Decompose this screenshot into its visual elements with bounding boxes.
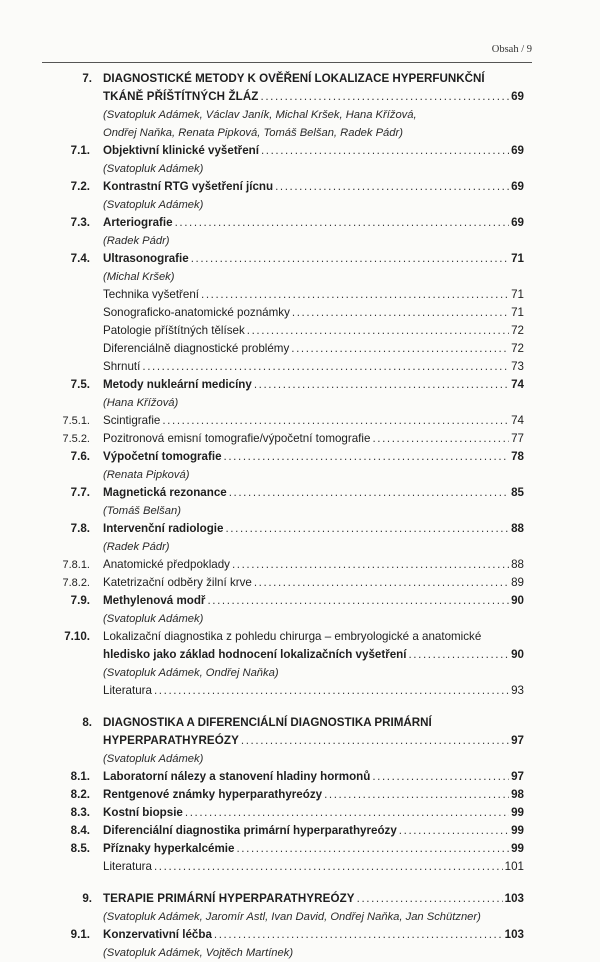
section-title: Literatura	[103, 860, 152, 873]
page-number: 103	[504, 928, 524, 941]
toc-entry	[0, 840, 600, 858]
dot-leader	[142, 358, 509, 376]
dot-leader	[225, 520, 509, 538]
section-number: 7.3.	[70, 216, 90, 229]
page-number: 69	[511, 216, 524, 229]
section-title: Shrnutí	[103, 360, 141, 373]
section-authors: (Svatopluk Adámek, Václav Janík, Michal Kršek, Hana Křížová,	[103, 109, 417, 121]
toc-entry	[0, 520, 600, 556]
section-title: Diferenciálně diagnostické problémy	[103, 342, 290, 355]
dot-leader	[154, 682, 509, 700]
page-number: 89	[511, 576, 524, 589]
toc-title-row	[103, 448, 524, 466]
section-number: 8.	[82, 716, 92, 729]
toc-entry	[0, 822, 600, 840]
page-number: 77	[511, 432, 524, 445]
section-title: Výpočetní tomografie	[103, 450, 222, 463]
toc-entry	[0, 70, 600, 142]
toc-entry	[0, 592, 600, 628]
dot-leader	[229, 484, 509, 502]
section-title: Konzervativní léčba	[103, 928, 212, 941]
section-title: HYPERPARATHYREÓZY	[103, 734, 239, 747]
section-number: 7.5.1.	[62, 415, 90, 427]
dot-leader	[261, 88, 510, 106]
dot-leader	[357, 890, 503, 908]
toc-entry	[0, 322, 600, 340]
page-number: 90	[511, 594, 524, 607]
section-number: 7.5.2.	[62, 433, 90, 445]
section-title: TERAPIE PRIMÁRNÍ HYPERPARATHYREÓZY	[103, 892, 355, 905]
toc-line	[0, 142, 600, 160]
section-title: Ultrasonografie	[103, 252, 189, 265]
toc-title-row	[103, 214, 524, 232]
dot-leader	[162, 412, 509, 430]
toc-line	[0, 520, 600, 538]
section-authors: (Svatopluk Adámek, Ondřej Naňka)	[103, 667, 279, 679]
toc-line	[0, 592, 600, 610]
toc-line	[0, 178, 600, 196]
section-authors: (Svatopluk Adámek)	[103, 199, 204, 211]
section-number: 7.9.	[70, 594, 90, 607]
dot-leader	[275, 178, 509, 196]
section-title: Sonograficko-anatomické poznámky	[103, 306, 290, 319]
toc-entry	[0, 484, 600, 520]
toc-entry	[0, 142, 600, 178]
page-number: 74	[511, 378, 524, 391]
section-number: 7.1.	[70, 144, 90, 157]
toc-entry	[0, 250, 600, 286]
toc-line	[0, 88, 600, 106]
toc-entry	[0, 926, 600, 962]
page-number: 99	[511, 842, 524, 855]
section-authors: (Svatopluk Adámek, Vojtěch Martínek)	[103, 947, 294, 959]
toc-line	[0, 250, 600, 268]
section-title: Kontrastní RTG vyšetření jícnu	[103, 180, 274, 193]
section-title: Laboratorní nálezy a stanovení hladiny hormonů	[103, 770, 371, 783]
toc-line	[0, 70, 600, 88]
dot-leader	[292, 304, 509, 322]
section-title: DIAGNOSTIKA A DIFERENCIÁLNÍ DIAGNOSTIKA PRIMÁRNÍ	[103, 716, 432, 729]
toc-line	[0, 890, 600, 908]
section-number: 7.4.	[70, 252, 90, 265]
page-number: 71	[511, 288, 524, 301]
section-authors: (Hana Křížová)	[103, 397, 179, 409]
page-number: 88	[511, 558, 524, 571]
toc-title-row	[103, 322, 524, 340]
toc-title-row	[103, 556, 524, 574]
toc-title-row	[103, 840, 524, 858]
dot-leader	[236, 840, 509, 858]
toc-title-row	[103, 786, 524, 804]
section-number: 8.5.	[70, 842, 90, 855]
section-authors: (Svatopluk Adámek)	[103, 163, 204, 175]
dot-leader	[247, 322, 509, 340]
section-number: 9.1.	[70, 928, 90, 941]
section-authors: (Tomáš Belšan)	[103, 505, 181, 517]
section-number: 7.7.	[70, 486, 90, 499]
section-gap	[0, 876, 600, 890]
dot-leader	[241, 732, 509, 750]
section-title: Magnetická rezonance	[103, 486, 227, 499]
dot-leader	[254, 574, 509, 592]
section-number: 7.	[82, 72, 92, 85]
dot-leader	[232, 556, 509, 574]
section-number: 7.5.	[70, 378, 90, 391]
toc-entry	[0, 376, 600, 412]
toc-title-row	[103, 286, 524, 304]
toc-line	[0, 556, 600, 574]
section-number: 9.	[82, 892, 92, 905]
page-number: 85	[511, 486, 524, 499]
section-title: Scintigrafie	[103, 414, 161, 427]
page-number: 90	[511, 648, 524, 661]
section-title: Kostní biopsie	[103, 806, 183, 819]
toc-entry	[0, 412, 600, 430]
toc-entry	[0, 682, 600, 700]
section-title: Objektivní klinické vyšetření	[103, 144, 259, 157]
toc-line	[0, 358, 600, 376]
toc-title-row	[103, 412, 524, 430]
page-number: 69	[511, 90, 524, 103]
toc-line	[0, 822, 600, 840]
toc-line	[0, 304, 600, 322]
toc-line	[0, 804, 600, 822]
section-authors: (Svatopluk Adámek)	[103, 753, 204, 765]
section-number: 7.6.	[70, 450, 90, 463]
toc-title-row	[103, 250, 524, 268]
toc-title-row	[103, 574, 524, 592]
section-authors: (Radek Pádr)	[103, 541, 170, 553]
dot-leader	[408, 646, 509, 664]
section-number: 7.8.1.	[62, 559, 90, 571]
toc-title-row	[103, 732, 524, 750]
toc-entry	[0, 804, 600, 822]
toc-entry	[0, 430, 600, 448]
page-number: 71	[511, 252, 524, 265]
toc-title-row	[103, 484, 524, 502]
page-number: 99	[511, 806, 524, 819]
page-number: 98	[511, 788, 524, 801]
toc-title-row	[103, 142, 524, 160]
dot-leader	[399, 822, 509, 840]
toc-line	[0, 412, 600, 430]
toc-entry	[0, 214, 600, 250]
dot-leader	[254, 376, 509, 394]
toc-title-row	[103, 768, 524, 786]
section-title: hledisko jako základ hodnocení lokalizačních vyšetření	[103, 648, 407, 661]
page-number: 99	[511, 824, 524, 837]
toc-title-row	[103, 376, 524, 394]
section-number: 8.2.	[70, 788, 90, 801]
section-title: Příznaky hyperkalcémie	[103, 842, 235, 855]
section-number: 7.8.2.	[62, 577, 90, 589]
toc-entry	[0, 858, 600, 876]
toc-entry	[0, 574, 600, 592]
toc-title-row	[103, 858, 524, 876]
page-number: 103	[504, 892, 524, 905]
page-number: 78	[511, 450, 524, 463]
section-title: Anatomické předpoklady	[103, 558, 230, 571]
dot-leader	[175, 214, 510, 232]
toc-title-row	[103, 592, 524, 610]
dot-leader	[214, 926, 503, 944]
toc-title-row	[103, 890, 524, 908]
section-title: Diferenciální diagnostika primární hyperparathyreózy	[103, 824, 397, 837]
page-number: 93	[511, 684, 524, 697]
dot-leader	[324, 786, 509, 804]
dot-leader	[224, 448, 510, 466]
dot-leader	[191, 250, 509, 268]
dot-leader	[261, 142, 509, 160]
dot-leader	[185, 804, 509, 822]
dot-leader	[372, 768, 509, 786]
toc-line	[0, 340, 600, 358]
section-title: Pozitronová emisní tomografie/výpočetní tomografie	[103, 432, 371, 445]
section-title: Katetrizační odběry žilní krve	[103, 576, 252, 589]
toc-line	[0, 732, 600, 750]
dot-leader	[372, 430, 509, 448]
toc-line	[0, 768, 600, 786]
toc-entry	[0, 340, 600, 358]
toc-title-row	[103, 430, 524, 448]
toc-title-row	[103, 520, 524, 538]
toc-entry	[0, 556, 600, 574]
header-rule	[42, 62, 532, 63]
section-title: DIAGNOSTICKÉ METODY K OVĚŘENÍ LOKALIZACE HYPERFUNKČNÍ	[103, 72, 485, 85]
toc-entry	[0, 448, 600, 484]
toc-line	[0, 646, 600, 664]
toc-line	[0, 840, 600, 858]
toc-title-row	[103, 88, 524, 106]
dot-leader	[207, 592, 509, 610]
section-number: 8.4.	[70, 824, 90, 837]
toc-entry	[0, 304, 600, 322]
toc-line	[0, 628, 600, 646]
section-gap	[0, 700, 600, 714]
toc-entry	[0, 358, 600, 376]
page-number: 73	[511, 360, 524, 373]
toc-line	[0, 214, 600, 232]
page-number: 72	[511, 342, 524, 355]
section-title: Technika vyšetření	[103, 288, 200, 301]
section-authors: (Svatopluk Adámek, Jaromír Astl, Ivan David, Ondřej Naňka, Jan Schützner)	[103, 911, 481, 923]
toc-line	[0, 858, 600, 876]
section-authors: (Renata Pipková)	[103, 469, 190, 481]
page-number: 72	[511, 324, 524, 337]
section-title: Intervenční radiologie	[103, 522, 224, 535]
toc-line	[0, 484, 600, 502]
toc-entry	[0, 628, 600, 682]
toc-entry	[0, 786, 600, 804]
section-number: 8.3.	[70, 806, 90, 819]
section-authors: (Radek Pádr)	[103, 235, 170, 247]
section-title: Patologie příštítných tělísek	[103, 324, 245, 337]
toc-title-row	[103, 304, 524, 322]
dot-leader	[201, 286, 509, 304]
page-number: 69	[511, 180, 524, 193]
dot-leader	[154, 858, 503, 876]
toc-title-row	[103, 646, 524, 664]
toc-line	[0, 682, 600, 700]
section-title: Metody nukleární medicíny	[103, 378, 252, 391]
toc-title-row	[103, 358, 524, 376]
toc-line	[0, 926, 600, 944]
toc-title-row	[103, 822, 524, 840]
page-number: 74	[511, 414, 524, 427]
toc-line	[0, 430, 600, 448]
section-title: Rentgenové známky hyperparathyreózy	[103, 788, 323, 801]
toc-line	[0, 786, 600, 804]
toc-title-row	[103, 804, 524, 822]
page-number: 69	[511, 144, 524, 157]
page-number: 97	[511, 770, 524, 783]
table-of-contents	[0, 70, 600, 962]
dot-leader	[291, 340, 509, 358]
page-number: 71	[511, 306, 524, 319]
section-title: Literatura	[103, 684, 152, 697]
section-title: TKÁNĚ PŘÍŠTÍTNÝCH ŽLÁZ	[103, 90, 259, 103]
toc-title-row	[103, 926, 524, 944]
section-title: Lokalizační diagnostika z pohledu chirurga – embryologické a anatomické	[103, 630, 482, 643]
toc-line	[0, 376, 600, 394]
page-number: 101	[504, 860, 524, 873]
section-number: 7.2.	[70, 180, 90, 193]
toc-line	[0, 574, 600, 592]
toc-line	[0, 448, 600, 466]
section-title: Arteriografie	[103, 216, 173, 229]
toc-entry	[0, 178, 600, 214]
toc-entry	[0, 768, 600, 786]
toc-entry	[0, 890, 600, 926]
toc-line	[0, 322, 600, 340]
toc-line	[0, 286, 600, 304]
section-authors: (Michal Kršek)	[103, 271, 175, 283]
section-authors: (Svatopluk Adámek)	[103, 613, 204, 625]
toc-entry	[0, 714, 600, 768]
section-number: 7.8.	[70, 522, 90, 535]
section-number: 8.1.	[70, 770, 90, 783]
section-authors: Ondřej Naňka, Renata Pipková, Tomáš Belšan, Radek Pádr)	[103, 127, 403, 139]
page-number: 88	[511, 522, 524, 535]
toc-line	[0, 714, 600, 732]
section-title: Methylenová modř	[103, 594, 206, 607]
section-number: 7.10.	[64, 630, 90, 643]
page-number: 97	[511, 734, 524, 747]
toc-title-row	[103, 340, 524, 358]
toc-title-row	[103, 682, 524, 700]
running-header: Obsah / 9	[491, 44, 532, 55]
toc-title-row	[103, 178, 524, 196]
toc-entry	[0, 286, 600, 304]
